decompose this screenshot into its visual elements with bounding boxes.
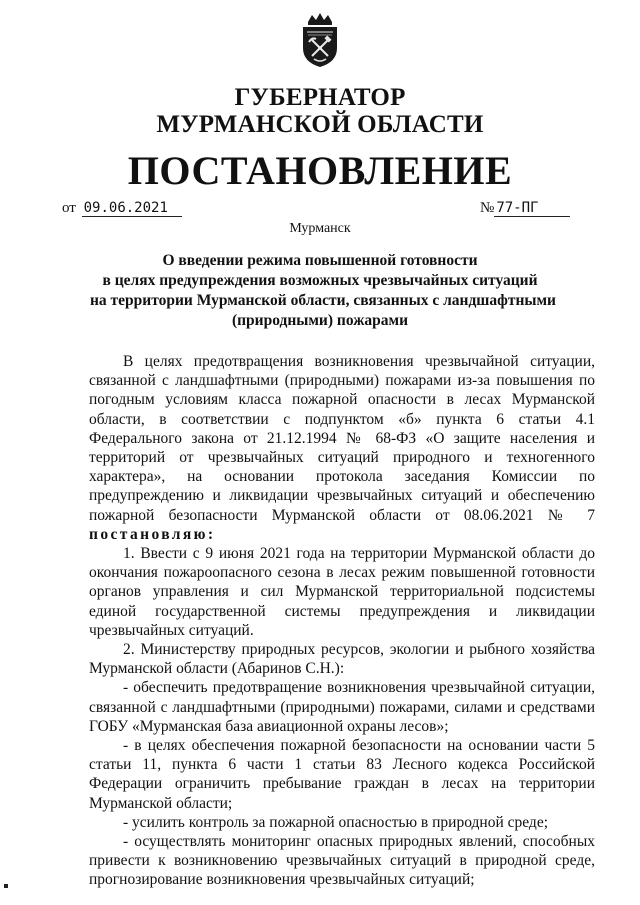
number-field — [480, 200, 570, 220]
list-item: - усилить контроль за пожарной опасностью в природной среде; — [123, 813, 549, 831]
document-body — [89, 352, 595, 890]
document-type-title: ПОСТАНОВЛЕНИЕ — [127, 148, 513, 193]
decree-word: постановляю: — [89, 525, 216, 543]
preamble-text: В целях предотвращения возникновения чрезвычайной ситуации, связанной с ландшафтными (природными) пожарами из-за повышения по погодным условиям класса пожарной опасности в лесах Мурманской области, в соответствии с подпунктом «б» пункта 6 статьи 4.1 Федерального закона от 21.12.1994 № 68-ФЗ «О защите населения и территорий от чрезвычайных ситуаций природного и техногенного характера», на основании протокола заседания Комиссии по предупреждению и ликвидации чрезвычайных ситуаций и обеспечению пожарной безопасности Мурманской области от 08.06.2021 № 7 — [89, 353, 595, 524]
org-title-line2: МУРМАНСКОЙ ОБЛАСТИ — [156, 111, 484, 138]
document-subject — [90, 251, 556, 331]
subject-line: в целях предупреждения возможных чрезвычайных ситуаций — [102, 272, 538, 289]
date-prefix: от — [62, 200, 76, 216]
list-item: - осуществлять мониторинг опасных природных явлений, способных привести к возникновению чрезвычайных ситуаций в природной среде, прогнозирование возникновения чрезвычайных ситуаций; — [89, 833, 595, 889]
city-label: Мурманск — [289, 221, 351, 236]
preamble-paragraph — [89, 352, 595, 544]
list-item: 2. Министерству природных ресурсов, экологии и рыбного хозяйства Мурманской области (Абаринов С.Н.): — [89, 641, 595, 678]
subject-line: О введении режима повышенной готовности — [162, 252, 478, 269]
number-value: 77-ПГ — [494, 200, 570, 217]
list-item: - в целях обеспечения пожарной безопасности на основании части 5 статьи 11, пункта 6 части 1 статьи 83 Лесного кодекса Российской Федерации ограничить пребывание граждан в лесах на территории Мурманской области; — [89, 737, 595, 812]
list-item: 1. Ввести с 9 июня 2021 года на территории Мурманской области до окончания пожароопасного сезона в лесах режим повышенной готовности органов управления и сил Мурманской территориальной подсистемы единой государственной системы предупреждения и ликвидации чрезвычайных ситуаций. — [89, 545, 595, 639]
coat-of-arms-icon — [298, 12, 342, 68]
list-item: - обеспечить предотвращение возникновения чрезвычайной ситуации, связанной с ландшафтными (природными) пожарами, силами и средствами ГОБУ «Мурманская база авиационной охраны лесов»; — [89, 679, 595, 735]
number-prefix: № — [480, 200, 495, 216]
subject-line: на территории Мурманской области, связанных с ландшафтными — [90, 292, 556, 309]
subject-line: (природными) пожарами — [231, 312, 409, 329]
date-field — [62, 200, 182, 220]
scan-margin-mark — [4, 884, 8, 888]
date-value: 09.06.2021 — [82, 200, 182, 217]
org-title-line1: ГУБЕРНАТОР — [234, 84, 406, 111]
